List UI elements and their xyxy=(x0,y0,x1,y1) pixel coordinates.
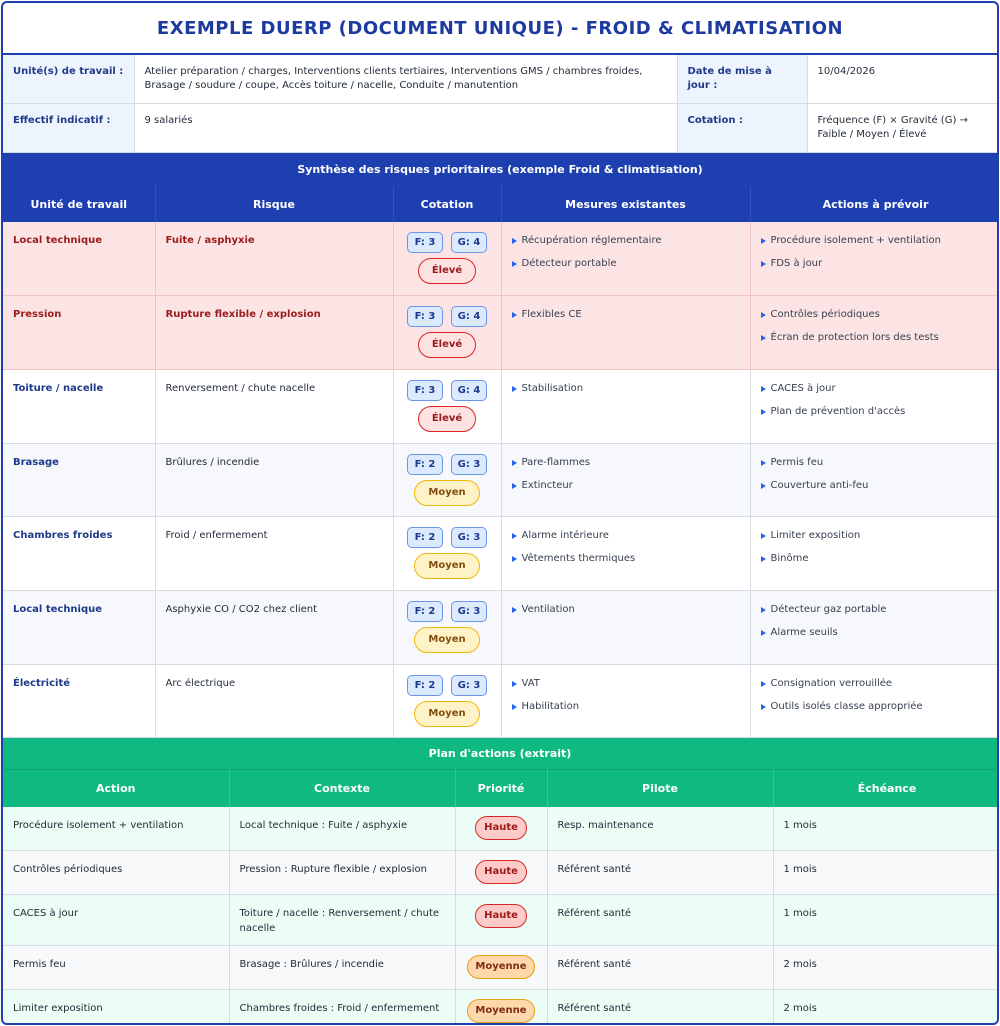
plan-pilot-cell: Référent santé xyxy=(547,946,773,990)
risk-level-badge: Moyen xyxy=(414,480,479,506)
risk-rating-cell xyxy=(393,664,501,738)
risk-row xyxy=(3,443,999,517)
plan-due-cell: 1 mois xyxy=(773,807,999,851)
risk-name-cell: Renversement / chute nacelle xyxy=(155,369,393,443)
gravity-chip: G: 3 xyxy=(451,527,487,548)
plan-priority-cell xyxy=(455,990,547,1025)
risk-name-cell: Brûlures / incendie xyxy=(155,443,393,517)
risk-unit-cell: Toiture / nacelle xyxy=(3,369,155,443)
risk-name-cell: Asphyxie CO / CO2 chez client xyxy=(155,590,393,664)
measure-item: VAT xyxy=(512,677,740,691)
risk-row xyxy=(3,517,999,591)
risk-actions-cell xyxy=(750,296,999,370)
staff-value: 9 salariés xyxy=(134,104,677,153)
plan-row xyxy=(3,946,999,990)
risk-col-measures: Mesures existantes xyxy=(501,186,750,222)
risk-unit-cell: Brasage xyxy=(3,443,155,517)
actions-list xyxy=(761,677,991,714)
plan-action-cell: Contrôles périodiques xyxy=(3,851,229,895)
priority-badge: Haute xyxy=(475,904,527,928)
risk-col-risk: Risque xyxy=(155,186,393,222)
risk-row xyxy=(3,664,999,738)
plan-context-cell: Chambres froides : Froid / enfermement xyxy=(229,990,455,1025)
plan-due-cell: 1 mois xyxy=(773,851,999,895)
priority-badge: Moyenne xyxy=(467,955,535,979)
risk-section-heading: Synthèse des risques prioritaires (exemple Froid & climatisation) xyxy=(3,153,997,186)
risk-col-rating: Cotation xyxy=(393,186,501,222)
risk-actions-cell xyxy=(750,369,999,443)
action-item: FDS à jour xyxy=(761,257,991,271)
plan-col-pilot: Pilote xyxy=(547,770,773,807)
action-item: CACES à jour xyxy=(761,382,991,396)
measure-item: Extincteur xyxy=(512,479,740,493)
measure-item: Stabilisation xyxy=(512,382,740,396)
action-item: Permis feu xyxy=(761,456,991,470)
risk-unit-cell: Électricité xyxy=(3,664,155,738)
risk-rating-cell xyxy=(393,296,501,370)
risk-measures-cell xyxy=(501,590,750,664)
risk-level-badge: Moyen xyxy=(414,701,479,727)
plan-header-row xyxy=(3,770,999,807)
plan-priority-cell xyxy=(455,895,547,946)
risk-measures-cell xyxy=(501,222,750,296)
risk-measures-cell xyxy=(501,443,750,517)
plan-priority-cell xyxy=(455,807,547,851)
risk-rating-cell xyxy=(393,443,501,517)
gravity-chip: G: 4 xyxy=(451,306,487,327)
risk-row xyxy=(3,222,999,296)
plan-row xyxy=(3,851,999,895)
actions-list xyxy=(761,382,991,419)
action-plan-table xyxy=(3,769,999,1025)
risk-col-actions: Actions à prévoir xyxy=(750,186,999,222)
measure-item: Vêtements thermiques xyxy=(512,552,740,566)
plan-context-cell: Pression : Rupture flexible / explosion xyxy=(229,851,455,895)
plan-context-cell: Toiture / nacelle : Renversement / chute nacelle xyxy=(229,895,455,946)
risk-actions-cell xyxy=(750,517,999,591)
plan-pilot-cell: Référent santé xyxy=(547,851,773,895)
risk-level-badge: Moyen xyxy=(414,553,479,579)
measures-list xyxy=(512,234,740,271)
actions-list xyxy=(761,529,991,566)
plan-action-cell: Permis feu xyxy=(3,946,229,990)
rating-label: Cotation : xyxy=(677,104,807,153)
measures-list xyxy=(512,603,740,617)
plan-col-action: Action xyxy=(3,770,229,807)
risk-level-badge: Élevé xyxy=(418,258,476,284)
measure-item: Ventilation xyxy=(512,603,740,617)
risk-measures-cell xyxy=(501,296,750,370)
staff-label: Effectif indicatif : xyxy=(3,104,134,153)
action-item: Binôme xyxy=(761,552,991,566)
measures-list xyxy=(512,308,740,322)
action-item: Détecteur gaz portable xyxy=(761,603,991,617)
measure-item: Pare-flammes xyxy=(512,456,740,470)
action-item: Plan de prévention d'accès xyxy=(761,405,991,419)
plan-context-cell: Local technique : Fuite / asphyxie xyxy=(229,807,455,851)
plan-row xyxy=(3,990,999,1025)
rating-chips xyxy=(404,675,491,696)
action-item: Écran de protection lors des tests xyxy=(761,331,991,345)
measures-list xyxy=(512,456,740,493)
risk-rating-cell xyxy=(393,590,501,664)
plan-pilot-cell: Référent santé xyxy=(547,895,773,946)
plan-due-cell: 2 mois xyxy=(773,990,999,1025)
risk-name-cell: Rupture flexible / explosion xyxy=(155,296,393,370)
rating-chips xyxy=(404,380,491,401)
plan-action-cell: Procédure isolement + ventilation xyxy=(3,807,229,851)
measure-item: Récupération réglementaire xyxy=(512,234,740,248)
plan-due-cell: 1 mois xyxy=(773,895,999,946)
frequency-chip: F: 3 xyxy=(407,306,443,327)
measure-item: Alarme intérieure xyxy=(512,529,740,543)
measures-list xyxy=(512,677,740,714)
action-item: Contrôles périodiques xyxy=(761,308,991,322)
risk-row xyxy=(3,590,999,664)
frequency-chip: F: 3 xyxy=(407,380,443,401)
rating-chips xyxy=(404,232,491,253)
risk-actions-cell xyxy=(750,222,999,296)
priority-badge: Haute xyxy=(475,816,527,840)
risk-actions-cell xyxy=(750,590,999,664)
risk-unit-cell: Chambres froides xyxy=(3,517,155,591)
frequency-chip: F: 2 xyxy=(407,675,443,696)
risk-unit-cell: Local technique xyxy=(3,590,155,664)
risk-level-badge: Élevé xyxy=(418,406,476,432)
actions-list xyxy=(761,308,991,345)
gravity-chip: G: 3 xyxy=(451,601,487,622)
action-item: Couverture anti-feu xyxy=(761,479,991,493)
measures-list xyxy=(512,529,740,566)
risk-name-cell: Arc électrique xyxy=(155,664,393,738)
plan-priority-cell xyxy=(455,851,547,895)
gravity-chip: G: 3 xyxy=(451,675,487,696)
plan-context-cell: Brasage : Brûlures / incendie xyxy=(229,946,455,990)
plan-row xyxy=(3,895,999,946)
plan-due-cell: 2 mois xyxy=(773,946,999,990)
plan-action-cell: Limiter exposition xyxy=(3,990,229,1025)
risk-unit-cell: Local technique xyxy=(3,222,155,296)
document-title: EXEMPLE DUERP (DOCUMENT UNIQUE) - FROID & CLIMATISATION xyxy=(3,3,997,55)
plan-pilot-cell: Resp. maintenance xyxy=(547,807,773,851)
action-item: Outils isolés classe appropriée xyxy=(761,700,991,714)
risk-actions-cell xyxy=(750,443,999,517)
rating-chips xyxy=(404,306,491,327)
risk-level-badge: Élevé xyxy=(418,332,476,358)
date-value: 10/04/2026 xyxy=(807,55,999,104)
date-label: Date de mise à jour : xyxy=(677,55,807,104)
risk-name-cell: Fuite / asphyxie xyxy=(155,222,393,296)
info-table xyxy=(3,55,999,153)
risk-header-row xyxy=(3,186,999,222)
risk-unit-cell: Pression xyxy=(3,296,155,370)
action-item: Limiter exposition xyxy=(761,529,991,543)
actions-list xyxy=(761,603,991,640)
units-label: Unité(s) de travail : xyxy=(3,55,134,104)
priority-badge: Haute xyxy=(475,860,527,884)
plan-pilot-cell: Référent santé xyxy=(547,990,773,1025)
risk-rating-cell xyxy=(393,517,501,591)
gravity-chip: G: 4 xyxy=(451,380,487,401)
risk-row xyxy=(3,369,999,443)
plan-action-cell: CACES à jour xyxy=(3,895,229,946)
frequency-chip: F: 2 xyxy=(407,454,443,475)
plan-section-heading: Plan d'actions (extrait) xyxy=(3,738,997,769)
priority-badge: Moyenne xyxy=(467,999,535,1023)
plan-col-context: Contexte xyxy=(229,770,455,807)
measures-list xyxy=(512,382,740,396)
frequency-chip: F: 2 xyxy=(407,601,443,622)
plan-col-due: Échéance xyxy=(773,770,999,807)
action-item: Consignation verrouillée xyxy=(761,677,991,691)
units-value: Atelier préparation / charges, Interventions clients tertiaires, Interventions GMS / chambres froides, Brasage / soudure / coupe, Accès toiture / nacelle, Conduite / manutention xyxy=(134,55,677,104)
gravity-chip: G: 4 xyxy=(451,232,487,253)
rating-value: Fréquence (F) × Gravité (G) → Faible / Moyen / Élevé xyxy=(807,104,999,153)
frequency-chip: F: 2 xyxy=(407,527,443,548)
measure-item: Habilitation xyxy=(512,700,740,714)
gravity-chip: G: 3 xyxy=(451,454,487,475)
rating-chips xyxy=(404,601,491,622)
risk-row xyxy=(3,296,999,370)
rating-chips xyxy=(404,454,491,475)
measure-item: Flexibles CE xyxy=(512,308,740,322)
risk-name-cell: Froid / enfermement xyxy=(155,517,393,591)
risk-actions-cell xyxy=(750,664,999,738)
risk-rating-cell xyxy=(393,369,501,443)
plan-col-priority: Priorité xyxy=(455,770,547,807)
risk-col-unit: Unité de travail xyxy=(3,186,155,222)
risk-rating-cell xyxy=(393,222,501,296)
actions-list xyxy=(761,234,991,271)
actions-list xyxy=(761,456,991,493)
action-item: Alarme seuils xyxy=(761,626,991,640)
risk-level-badge: Moyen xyxy=(414,627,479,653)
risk-measures-cell xyxy=(501,517,750,591)
rating-chips xyxy=(404,527,491,548)
risk-table xyxy=(3,186,999,738)
frequency-chip: F: 3 xyxy=(407,232,443,253)
document xyxy=(1,1,999,1025)
risk-measures-cell xyxy=(501,664,750,738)
measure-item: Détecteur portable xyxy=(512,257,740,271)
risk-measures-cell xyxy=(501,369,750,443)
plan-row xyxy=(3,807,999,851)
action-item: Procédure isolement + ventilation xyxy=(761,234,991,248)
plan-priority-cell xyxy=(455,946,547,990)
